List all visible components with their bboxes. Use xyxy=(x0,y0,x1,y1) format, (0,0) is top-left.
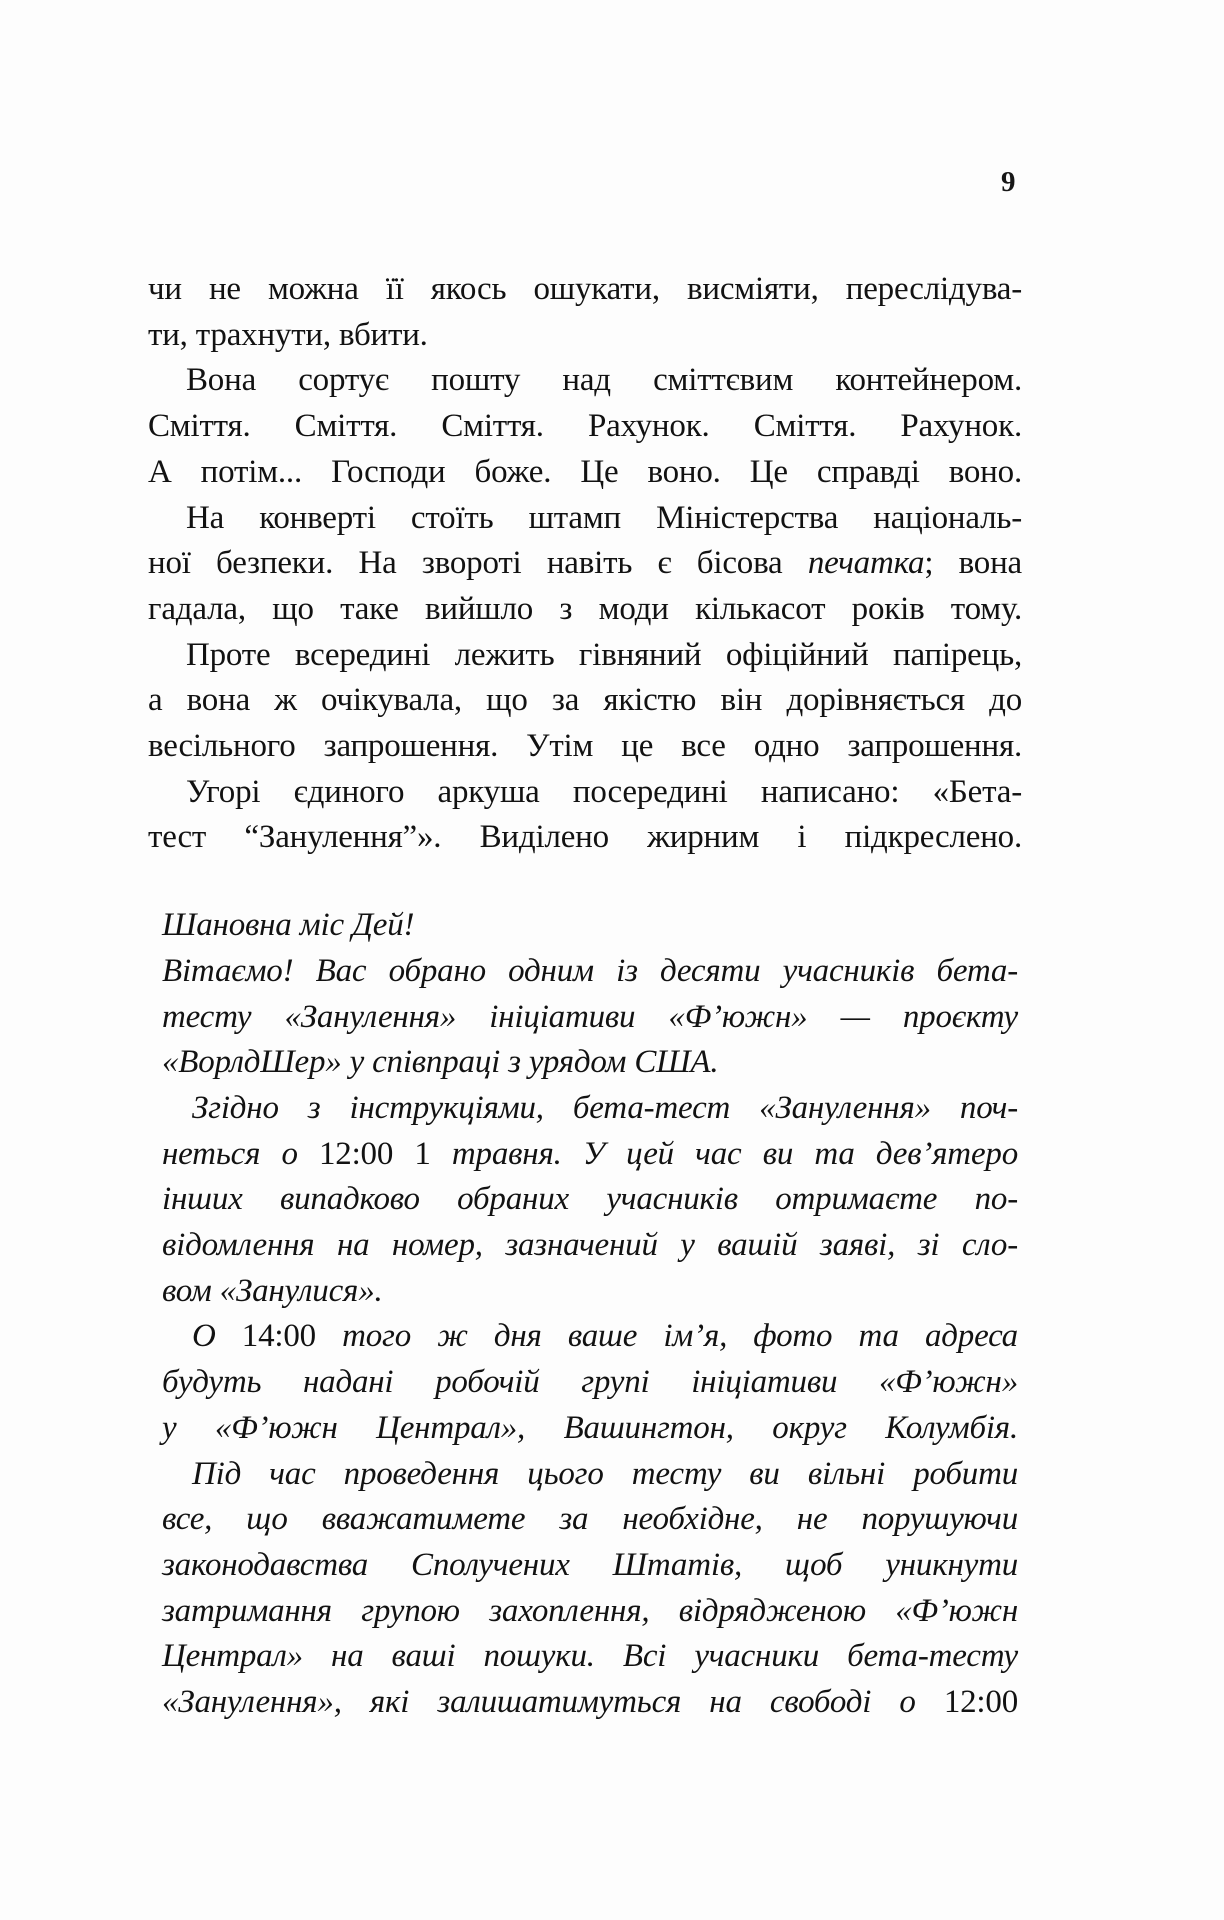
text-segment: ; вона xyxy=(924,545,1023,582)
upright-numerals: 12:00 xyxy=(943,1684,1018,1721)
text-line xyxy=(148,541,1022,587)
text-segment: травня. У цей час ви та дев’ятеро xyxy=(430,1135,1018,1172)
text-line: Централ» на ваші пошуки. Всі учасники бета-тесту xyxy=(162,1638,1018,1675)
invitation-letter xyxy=(148,903,1022,1726)
text-line: вом «Занулися». xyxy=(162,1272,383,1309)
text-line: весільного запрошення. Утім це все одно запрошення. xyxy=(148,728,1022,765)
text-line: ти, трахнути, вбити. xyxy=(148,316,428,353)
text-line: На конверті стоїть штамп Міністерства національ- xyxy=(186,499,1022,536)
text-line: Вітаємо! Вас обрано одним із десяти учасників бета- xyxy=(162,952,1018,989)
text-line: все, що вважатимете за необхідне, не порушуючи xyxy=(162,1501,1018,1538)
text-segment: ної безпеки. На звороті навіть є бісова xyxy=(148,545,808,582)
text-line xyxy=(162,1314,1018,1360)
text-line: законодавства Сполучених Штатів, щоб уникнути xyxy=(162,1546,1018,1583)
text-line: Угорі єдиного аркуша посередині написано: «Бета- xyxy=(186,773,1022,810)
text-segment: неться о xyxy=(162,1135,319,1172)
text-line: затримання групою захоплення, відрядженою «Ф’южн xyxy=(162,1592,1018,1629)
text-segment: того ж дня ваше ім’я, фото та адреса xyxy=(315,1318,1018,1355)
text-line: тест “Занулення”». Виділено жирним і підкреслено. xyxy=(148,819,1022,856)
upright-numerals: 14:00 xyxy=(241,1318,316,1355)
text-line: у «Ф’южн Централ», Вашингтон, округ Колумбія. xyxy=(162,1409,1018,1446)
text-line: гадала, що таке вийшло з моди кількасот років тому. xyxy=(148,590,1022,627)
text-line: Шановна міс Дей! xyxy=(162,907,415,944)
text-line: А потім... Господи боже. Це воно. Це справді воно. xyxy=(148,453,1022,490)
text-line: Проте всередині лежить гівняний офіційний папірець, xyxy=(186,636,1022,673)
page-text xyxy=(148,267,1022,1726)
page-number: 9 xyxy=(1001,166,1016,198)
text-line: чи не можна її якось ошукати, висміяти, переслідува- xyxy=(148,271,1022,307)
text-line: Вона сортує пошту над сміттєвим контейнером. xyxy=(186,362,1022,399)
text-line: «ВорлдШер» у співпраці з урядом США. xyxy=(162,1044,719,1081)
text-line: Згідно з інструкціями, бета-тест «Занулення» поч- xyxy=(192,1089,1018,1126)
text-line: а вона ж очікувала, що за якістю він дорівняється до xyxy=(148,682,1022,719)
text-segment: «Занулення», які залишатимуться на свободі о xyxy=(162,1684,944,1721)
text-line: будуть надані робочій групі ініціативи «Ф’южн» xyxy=(162,1364,1018,1401)
text-line: Сміття. Сміття. Сміття. Рахунок. Сміття. Рахунок. xyxy=(148,408,1022,445)
upright-numerals: 12:00 1 xyxy=(318,1135,431,1172)
text-line xyxy=(162,1680,1018,1726)
text-segment: О xyxy=(192,1318,242,1355)
text-line xyxy=(162,1132,1018,1178)
text-line: відомлення на номер, зазначений у вашій заяві, зі сло- xyxy=(162,1227,1018,1264)
text-line: інших випадково обраних учасників отримаєте по- xyxy=(162,1181,1018,1218)
text-line: тесту «Занулення» ініціативи «Ф’южн» — проєкту xyxy=(162,998,1018,1035)
narrative-paragraphs xyxy=(148,267,1022,861)
text-line: Під час проведення цього тесту ви вільні робити xyxy=(192,1455,1018,1492)
italic-emphasis: печатка xyxy=(807,545,925,582)
